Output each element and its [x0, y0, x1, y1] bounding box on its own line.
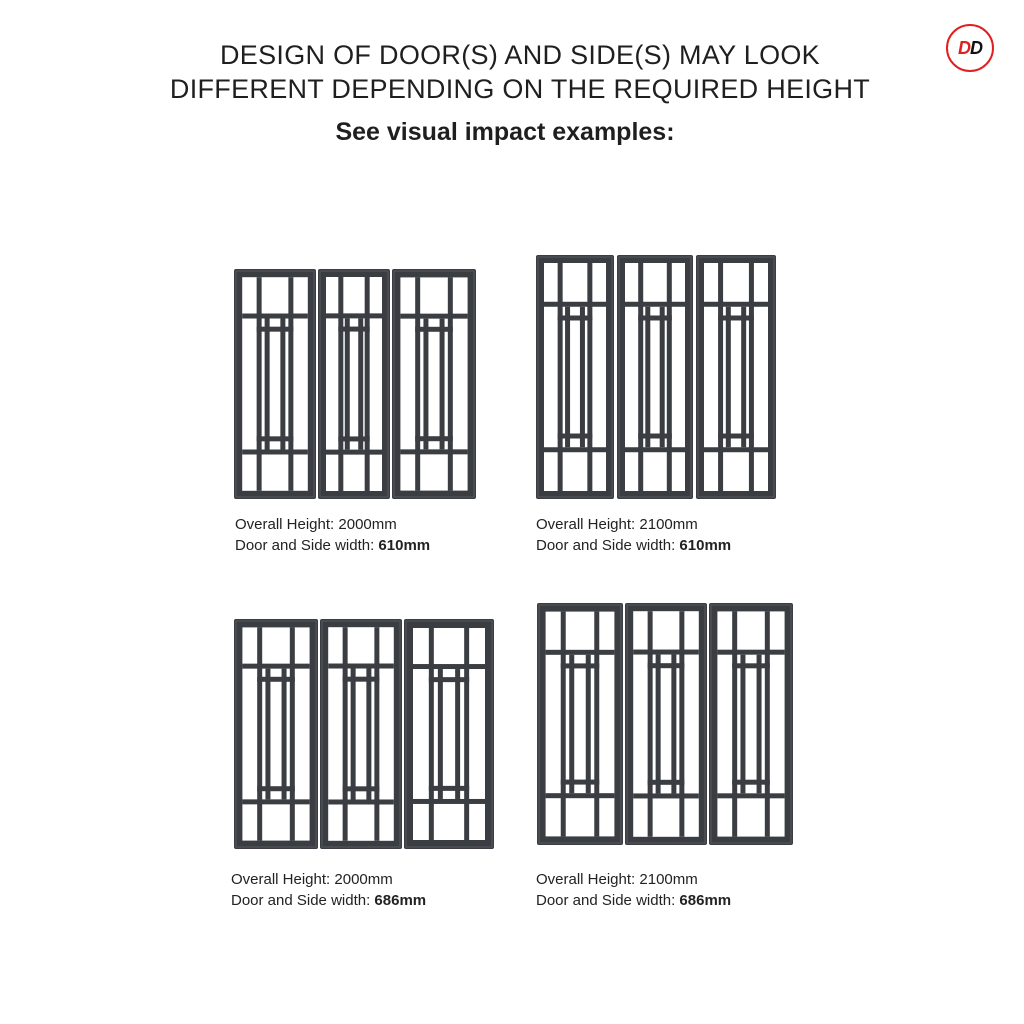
glazing-bar [343, 786, 380, 791]
glazing-bar [438, 669, 443, 799]
glazing-bar [544, 447, 606, 452]
glazing-bar [429, 628, 434, 840]
width-label: Door and Side width: [231, 892, 371, 909]
glazing-bar [667, 263, 672, 491]
logo-letter-left: D [958, 37, 970, 58]
glazing-bar [638, 434, 672, 439]
glazing-bar [326, 313, 382, 318]
glazing-bar [413, 799, 485, 804]
glazing-bar [558, 315, 593, 320]
glazing-bar [732, 611, 737, 836]
glazing-bar [660, 307, 665, 447]
glazing-bar [765, 611, 770, 836]
door-panel [234, 619, 318, 849]
glazing-bar [648, 611, 653, 837]
door-panel [625, 603, 707, 845]
glazing-bar [565, 307, 570, 447]
glazing-bar [464, 628, 469, 840]
glazing-bar [625, 302, 685, 307]
glazing-bar [374, 627, 379, 841]
glazing-bar [645, 307, 650, 447]
door-panel [318, 269, 390, 499]
glazing-bar [328, 664, 394, 669]
height-value: 2100mm [639, 516, 698, 533]
height-value: 2000mm [334, 871, 393, 888]
headline-line-2: DIFFERENT DEPENDING ON THE REQUIRED HEIGHT [169, 74, 871, 104]
glass-pane [633, 611, 699, 837]
glazing-bar [633, 650, 699, 655]
headline-line-1: DESIGN OF DOOR(S) AND SIDE(S) MAY LOOK [220, 40, 820, 70]
side-panel [404, 619, 494, 849]
glazing-bar [561, 663, 600, 668]
glass-pane [242, 277, 308, 491]
glazing-bar [326, 450, 382, 455]
height-value: 2100mm [639, 871, 698, 888]
glazing-bar [558, 434, 593, 439]
example-caption-2 [536, 514, 731, 556]
glazing-bar [242, 664, 309, 669]
glazing-bar [544, 302, 606, 307]
glazing-bar [328, 799, 394, 804]
glazing-bar [718, 434, 754, 439]
door-panel [320, 619, 402, 849]
brand-logo [946, 24, 994, 72]
glass-pane [400, 277, 467, 490]
glazing-bar [400, 314, 467, 319]
glass-pane [717, 611, 784, 836]
glazing-bar [423, 319, 428, 450]
glazing-bar [345, 318, 350, 449]
glazing-bar [757, 655, 762, 794]
width-label: Door and Side width: [536, 892, 676, 909]
glazing-bar [718, 263, 723, 491]
glazing-bar [288, 277, 293, 491]
height-label: Overall Height: [536, 516, 636, 533]
height-value: 2000mm [338, 516, 397, 533]
glazing-bar [587, 263, 592, 491]
side-panel [696, 255, 776, 499]
glazing-bar [440, 319, 445, 450]
glazing-bar [455, 669, 460, 799]
glazing-bar [265, 319, 270, 450]
glazing-bar [429, 677, 469, 682]
glazing-bar [282, 669, 287, 800]
glazing-bar [415, 436, 453, 441]
glazing-bar [343, 677, 380, 682]
glazing-bar [704, 447, 768, 452]
glazing-bar [546, 650, 615, 655]
glass-pane [544, 263, 606, 491]
example-caption-4 [536, 869, 731, 911]
glazing-bar [732, 663, 770, 668]
height-label: Overall Height: [235, 516, 335, 533]
door-panel [234, 269, 316, 499]
glazing-bar [338, 277, 343, 491]
glazing-bar [749, 263, 754, 491]
glazing-bar [732, 780, 770, 785]
glazing-bar [257, 277, 262, 491]
glass-pane [326, 277, 382, 491]
glazing-bar [415, 277, 420, 490]
glazing-bar [257, 786, 295, 791]
door-panel [617, 255, 693, 499]
width-value: 610mm [679, 537, 732, 554]
glazing-bar [679, 611, 684, 837]
width-value: 610mm [378, 537, 431, 554]
glazing-bar [365, 277, 370, 491]
glazing-bar [257, 436, 294, 441]
glazing-bar [366, 669, 371, 800]
glazing-bar [290, 627, 295, 840]
glazing-bar [351, 669, 356, 800]
glazing-bar [718, 315, 754, 320]
glazing-bar [594, 612, 599, 837]
door-set-2100-610 [535, 254, 779, 500]
glazing-bar [633, 793, 699, 798]
glazing-bar [561, 612, 566, 837]
example-caption-1 [235, 514, 430, 556]
subtitle: See visual impact examples: [335, 118, 675, 146]
door-panel [536, 255, 614, 499]
glazing-bar [546, 793, 615, 798]
glazing-bar [671, 655, 676, 794]
door-panel [537, 603, 623, 845]
glazing-bar [343, 627, 348, 841]
glazing-bar [280, 319, 285, 450]
glazing-bar [358, 318, 363, 449]
height-label: Overall Height: [231, 871, 331, 888]
glazing-bar [656, 655, 661, 794]
glazing-bar [448, 277, 453, 490]
glazing-bar [413, 664, 485, 669]
glazing-bar [429, 786, 469, 791]
glazing-bar [648, 780, 685, 785]
door-set-2000-686 [233, 618, 495, 850]
glazing-bar [265, 669, 270, 800]
width-value: 686mm [679, 892, 732, 909]
glazing-bar [338, 436, 369, 441]
glazing-bar [741, 307, 746, 447]
glazing-bar [586, 655, 591, 793]
glass-pane [328, 627, 394, 841]
glazing-bar [717, 793, 784, 798]
glazing-bar [580, 307, 585, 447]
glazing-bar [558, 263, 563, 491]
glass-pane [546, 612, 615, 837]
glazing-bar [569, 655, 574, 793]
glazing-bar [625, 447, 685, 452]
glazing-bar [638, 315, 672, 320]
height-label: Overall Height: [536, 871, 636, 888]
glazing-bar [242, 449, 308, 454]
door-set-2100-686 [536, 602, 795, 846]
glazing-bar [648, 663, 685, 668]
glazing-bar [257, 327, 294, 332]
width-label: Door and Side width: [235, 537, 375, 554]
example-caption-3 [231, 869, 426, 911]
glazing-bar [400, 449, 467, 454]
width-label: Door and Side width: [536, 537, 676, 554]
glazing-bar [717, 650, 784, 655]
glazing-bar [257, 627, 262, 840]
logo-letter-right: D [970, 37, 982, 58]
glazing-bar [704, 302, 768, 307]
glazing-bar [415, 327, 453, 332]
glazing-bar [740, 655, 745, 794]
glazing-bar [242, 799, 309, 804]
glazing-bar [561, 780, 600, 785]
glazing-bar [338, 327, 369, 332]
glazing-bar [726, 307, 731, 447]
glass-pane [413, 628, 485, 840]
glass-pane [704, 263, 768, 491]
glass-pane [242, 627, 309, 840]
glass-pane [625, 263, 685, 491]
glazing-bar [638, 263, 643, 491]
side-panel [709, 603, 793, 845]
width-value: 686mm [374, 892, 427, 909]
door-set-2000-610 [233, 268, 478, 500]
side-panel [392, 269, 476, 499]
glazing-bar [257, 677, 295, 682]
glazing-bar [242, 314, 308, 319]
